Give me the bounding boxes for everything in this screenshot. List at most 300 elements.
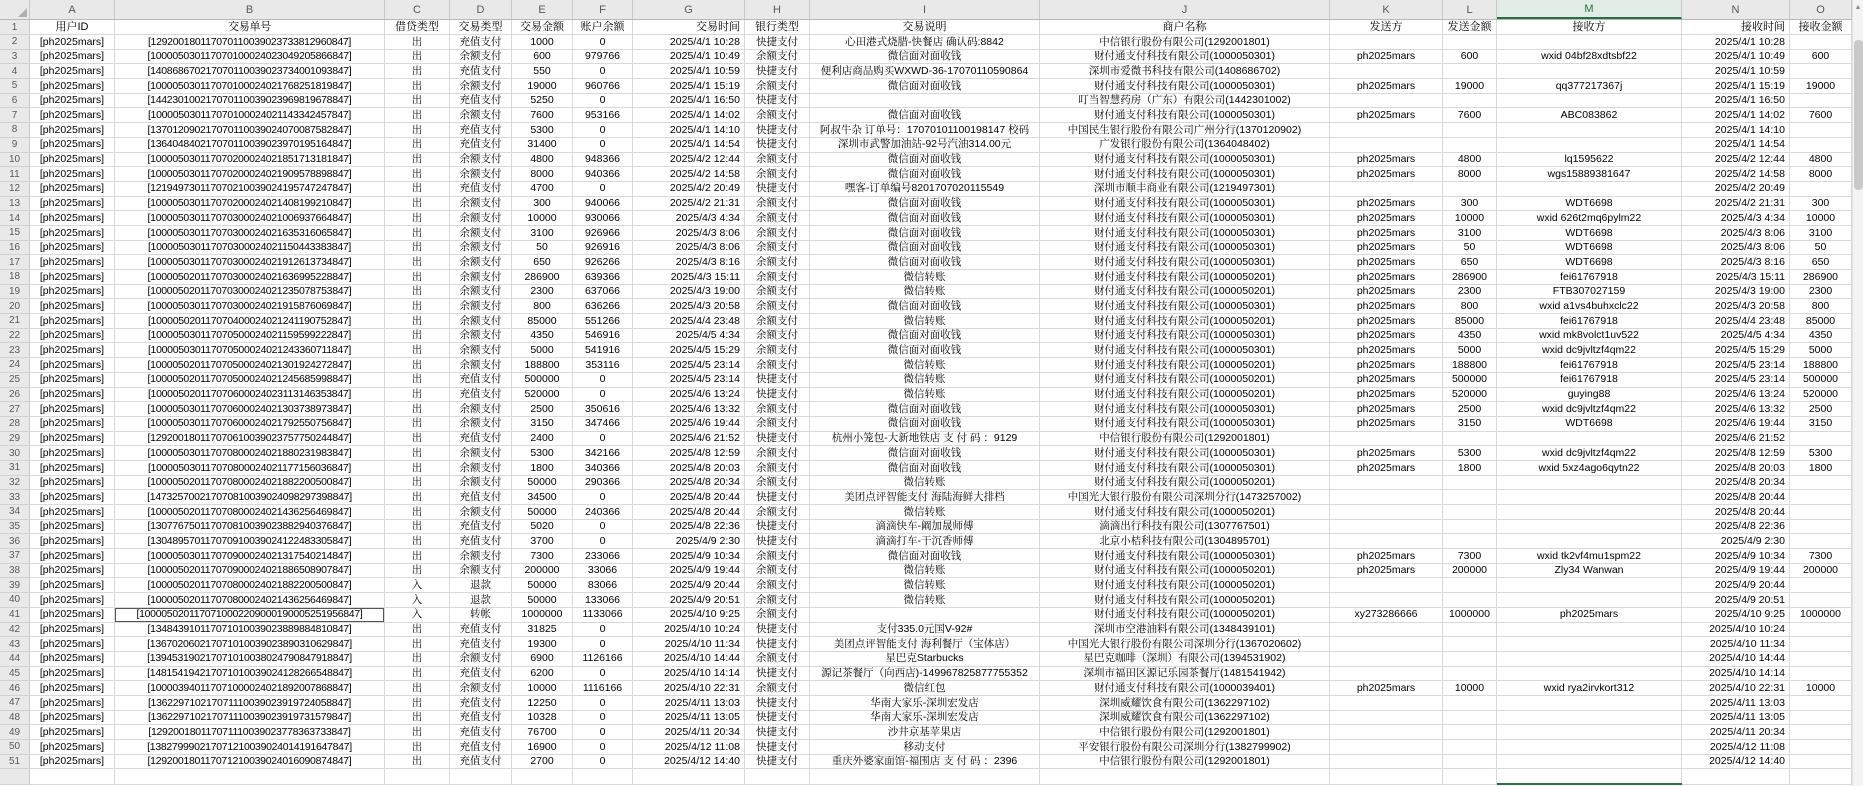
cell-I15[interactable]: 微信面对面收钱 (810, 226, 1040, 241)
cell-A43[interactable]: [ph2025mars] (30, 637, 115, 652)
row-header[interactable]: 40 (0, 593, 30, 608)
cell-I51[interactable]: 重庆外婆家面馆-福围店 支 付 码 ：2396 (810, 755, 1040, 770)
cell-G5[interactable]: 2025/4/1 15:19 (633, 79, 745, 94)
cell-H17[interactable]: 余额支付 (745, 255, 810, 270)
cell-G48[interactable]: 2025/4/11 13:05 (633, 711, 745, 726)
cell-H12[interactable]: 快捷支付 (745, 182, 810, 197)
cell-I12[interactable]: 嘿客-订单编号8201707020115549 (810, 182, 1040, 197)
row-header[interactable]: 4 (0, 64, 30, 79)
cell-D23[interactable]: 余额支付 (450, 343, 512, 358)
cell-B47[interactable]: [136229710217071110039023919724058847] (115, 696, 385, 711)
row-header[interactable]: 24 (0, 358, 30, 373)
row-header[interactable]: 48 (0, 711, 30, 726)
column-title-M[interactable]: 接收方 (1497, 20, 1682, 35)
cell-J49[interactable]: 中信银行股份有限公司(1292001801) (1040, 725, 1330, 740)
cell-L41[interactable]: 1000000 (1443, 608, 1497, 623)
cell-E44[interactable]: 6900 (512, 652, 573, 667)
cell-A18[interactable]: [ph2025mars] (30, 270, 115, 285)
cell-C41[interactable]: 入 (385, 608, 450, 623)
cell-I28[interactable]: 微信面对面收钱 (810, 417, 1040, 432)
cell-N25[interactable]: 2025/4/5 23:14 (1682, 373, 1790, 388)
cell-A17[interactable]: [ph2025mars] (30, 255, 115, 270)
cell-M24[interactable]: fei61767918 (1497, 358, 1682, 373)
cell-K43[interactable] (1330, 637, 1443, 652)
cell-F31[interactable]: 340366 (573, 461, 633, 476)
cell-C39[interactable]: 入 (385, 578, 450, 593)
cell-N34[interactable]: 2025/4/8 20:44 (1682, 505, 1790, 520)
cell-L47[interactable] (1443, 696, 1497, 711)
cell-B35[interactable]: [130776750117070810039023882940376847] (115, 520, 385, 535)
cell-I34[interactable]: 微信转账 (810, 505, 1040, 520)
row-header[interactable]: 27 (0, 402, 30, 417)
column-title-E[interactable]: 交易金额 (512, 20, 573, 35)
cell-O46[interactable]: 10000 (1790, 681, 1852, 696)
cell-I33[interactable]: 美团点评智能支付 海陆海鲜大排档 (810, 490, 1040, 505)
cell-L16[interactable]: 50 (1443, 241, 1497, 256)
cell-F8[interactable]: 0 (573, 123, 633, 138)
cell-A26[interactable]: [ph2025mars] (30, 388, 115, 403)
cell-E18[interactable]: 286900 (512, 270, 573, 285)
cell-H49[interactable]: 快捷支付 (745, 725, 810, 740)
cell-M33[interactable] (1497, 490, 1682, 505)
cell-H51[interactable]: 快捷支付 (745, 755, 810, 770)
column-header-L[interactable]: L (1443, 0, 1497, 19)
cell-O45[interactable] (1790, 667, 1852, 682)
cell-B51[interactable]: [129200180117071210039024016090874847] (115, 755, 385, 770)
cell-O9[interactable] (1790, 138, 1852, 153)
cell-E34[interactable]: 50000 (512, 505, 573, 520)
cell-K47[interactable] (1330, 696, 1443, 711)
cell-I3[interactable]: 微信面对面收钱 (810, 50, 1040, 65)
cell-I24[interactable]: 微信转账 (810, 358, 1040, 373)
row-header[interactable]: 31 (0, 461, 30, 476)
cell-E16[interactable]: 50 (512, 241, 573, 256)
cell-D7[interactable]: 余额支付 (450, 108, 512, 123)
cell-G23[interactable]: 2025/4/5 15:29 (633, 343, 745, 358)
cell-C15[interactable]: 出 (385, 226, 450, 241)
cell-O6[interactable] (1790, 94, 1852, 109)
cell-M21[interactable]: fei61767918 (1497, 314, 1682, 329)
row-header[interactable]: 12 (0, 182, 30, 197)
cell-L45[interactable] (1443, 667, 1497, 682)
cell-A20[interactable]: [ph2025mars] (30, 299, 115, 314)
cell-M13[interactable]: WDT6698 (1497, 197, 1682, 212)
cell-J11[interactable]: 财付通支付科技有限公司(1000050301) (1040, 167, 1330, 182)
cell-F51[interactable]: 0 (573, 755, 633, 770)
cell-B31[interactable]: [100005030117070800024021177156036847] (115, 461, 385, 476)
cell-E25[interactable]: 500000 (512, 373, 573, 388)
cell-D[interactable] (450, 769, 512, 785)
cell-A35[interactable]: [ph2025mars] (30, 520, 115, 535)
cell-G13[interactable]: 2025/4/2 21:31 (633, 197, 745, 212)
cell-N27[interactable]: 2025/4/6 13:32 (1682, 402, 1790, 417)
cell-O31[interactable]: 1800 (1790, 461, 1852, 476)
cell-K35[interactable] (1330, 520, 1443, 535)
cell-M46[interactable]: wxid rya2irvkort312 (1497, 681, 1682, 696)
cell-K51[interactable] (1330, 755, 1443, 770)
cell-B8[interactable]: [137012090217070110039024070087582847] (115, 123, 385, 138)
cell-E49[interactable]: 76700 (512, 725, 573, 740)
cell-M38[interactable]: Zly34 Wanwan (1497, 564, 1682, 579)
cell-K40[interactable] (1330, 593, 1443, 608)
cell-H27[interactable]: 余额支付 (745, 402, 810, 417)
cell-F3[interactable]: 979766 (573, 50, 633, 65)
cell-G50[interactable]: 2025/4/12 11:08 (633, 740, 745, 755)
cell-G36[interactable]: 2025/4/9 2:30 (633, 534, 745, 549)
cell-G47[interactable]: 2025/4/11 13:03 (633, 696, 745, 711)
cell-D32[interactable]: 余额支付 (450, 476, 512, 491)
cell-G41[interactable]: 2025/4/10 9:25 (633, 608, 745, 623)
row-header[interactable]: 44 (0, 652, 30, 667)
cell-C2[interactable]: 出 (385, 35, 450, 50)
cell-C27[interactable]: 出 (385, 402, 450, 417)
cell-L5[interactable]: 19000 (1443, 79, 1497, 94)
cell-D47[interactable]: 充值支付 (450, 696, 512, 711)
cell-L44[interactable] (1443, 652, 1497, 667)
cell-H45[interactable]: 快捷支付 (745, 667, 810, 682)
cell-A39[interactable]: [ph2025mars] (30, 578, 115, 593)
column-header-O[interactable]: O (1790, 0, 1852, 19)
cell-G26[interactable]: 2025/4/6 13:24 (633, 388, 745, 403)
cell-A34[interactable]: [ph2025mars] (30, 505, 115, 520)
cell-E50[interactable]: 16900 (512, 740, 573, 755)
column-header-B[interactable]: B (115, 0, 385, 19)
cell-K3[interactable]: ph2025mars (1330, 50, 1443, 65)
cell-K10[interactable]: ph2025mars (1330, 153, 1443, 168)
cell-O26[interactable]: 520000 (1790, 388, 1852, 403)
cell-H43[interactable]: 快捷支付 (745, 637, 810, 652)
row-header[interactable]: 3 (0, 50, 30, 65)
cell-I37[interactable]: 微信面对面收钱 (810, 549, 1040, 564)
cell-B19[interactable]: [100005020117070300024021235078753847] (115, 285, 385, 300)
cell-B32[interactable]: [100005020117070800024021882200500847] (115, 476, 385, 491)
cell-L42[interactable] (1443, 623, 1497, 638)
cell-D49[interactable]: 充值支付 (450, 725, 512, 740)
cell-A21[interactable]: [ph2025mars] (30, 314, 115, 329)
cell-O47[interactable] (1790, 696, 1852, 711)
cell-L36[interactable] (1443, 534, 1497, 549)
cell-E33[interactable]: 34500 (512, 490, 573, 505)
cell-C33[interactable]: 出 (385, 490, 450, 505)
cell-M7[interactable]: ABC083862 (1497, 108, 1682, 123)
row-header[interactable]: 13 (0, 197, 30, 212)
cell-L37[interactable]: 7300 (1443, 549, 1497, 564)
cell-L[interactable] (1443, 769, 1497, 785)
row-header[interactable]: 28 (0, 417, 30, 432)
row-header[interactable]: 8 (0, 123, 30, 138)
cell-K49[interactable] (1330, 725, 1443, 740)
cell-A5[interactable]: [ph2025mars] (30, 79, 115, 94)
cell-D36[interactable]: 充值支付 (450, 534, 512, 549)
cell-B10[interactable]: [100005030117070200024021851713181847] (115, 153, 385, 168)
column-header-H[interactable]: H (745, 0, 810, 19)
cell-N4[interactable]: 2025/4/1 10:59 (1682, 64, 1790, 79)
cell-E12[interactable]: 4700 (512, 182, 573, 197)
cell-O51[interactable] (1790, 755, 1852, 770)
cell-H50[interactable]: 快捷支付 (745, 740, 810, 755)
cell-F26[interactable]: 0 (573, 388, 633, 403)
cell-F35[interactable]: 0 (573, 520, 633, 535)
cell-A46[interactable]: [ph2025mars] (30, 681, 115, 696)
vertical-scrollbar[interactable] (1852, 0, 1863, 786)
cell-B39[interactable]: [100005020117070800024021882200500847] (115, 578, 385, 593)
cell-N13[interactable]: 2025/4/2 21:31 (1682, 197, 1790, 212)
cell-A13[interactable]: [ph2025mars] (30, 197, 115, 212)
cell-F18[interactable]: 639366 (573, 270, 633, 285)
cell-G3[interactable]: 2025/4/1 10:49 (633, 50, 745, 65)
column-title-H[interactable]: 银行类型 (745, 20, 810, 35)
cell-N31[interactable]: 2025/4/8 20:03 (1682, 461, 1790, 476)
cell-A42[interactable]: [ph2025mars] (30, 623, 115, 638)
cell-J18[interactable]: 财付通支付科技有限公司(1000050201) (1040, 270, 1330, 285)
cell-J8[interactable]: 中国民生银行股份有限公司广州分行(1370120902) (1040, 123, 1330, 138)
cell-E31[interactable]: 1800 (512, 461, 573, 476)
cell-O44[interactable] (1790, 652, 1852, 667)
cell-F36[interactable]: 0 (573, 534, 633, 549)
cell-F23[interactable]: 541916 (573, 343, 633, 358)
cell-E45[interactable]: 6200 (512, 667, 573, 682)
cell-E48[interactable]: 10328 (512, 711, 573, 726)
cell-B11[interactable]: [100005030117070200024021909578898847] (115, 167, 385, 182)
cell-K2[interactable] (1330, 35, 1443, 50)
cell-I5[interactable]: 微信面对面收钱 (810, 79, 1040, 94)
cell-M15[interactable]: WDT6698 (1497, 226, 1682, 241)
cell-D20[interactable]: 余额支付 (450, 299, 512, 314)
cell-N46[interactable]: 2025/4/10 22:31 (1682, 681, 1790, 696)
cell-C17[interactable]: 出 (385, 255, 450, 270)
cell-L10[interactable]: 4800 (1443, 153, 1497, 168)
cell-J29[interactable]: 中信银行股份有限公司(1292001801) (1040, 432, 1330, 447)
row-header[interactable]: 20 (0, 299, 30, 314)
cell-M36[interactable] (1497, 534, 1682, 549)
cell-N29[interactable]: 2025/4/6 21:52 (1682, 432, 1790, 447)
cell-F4[interactable]: 0 (573, 64, 633, 79)
cell-G9[interactable]: 2025/4/1 14:54 (633, 138, 745, 153)
cell-I11[interactable]: 微信面对面收钱 (810, 167, 1040, 182)
row-header[interactable]: 43 (0, 637, 30, 652)
cell-M43[interactable] (1497, 637, 1682, 652)
cell-I39[interactable]: 微信转账 (810, 578, 1040, 593)
cell-J46[interactable]: 财付通支付科技有限公司(1000039401) (1040, 681, 1330, 696)
cell-N28[interactable]: 2025/4/6 19:44 (1682, 417, 1790, 432)
cell-O39[interactable] (1790, 578, 1852, 593)
cell-F7[interactable]: 953166 (573, 108, 633, 123)
cell-D29[interactable]: 充值支付 (450, 432, 512, 447)
cell-M42[interactable] (1497, 623, 1682, 638)
cell-E24[interactable]: 188800 (512, 358, 573, 373)
column-title-N[interactable]: 接收时间 (1682, 20, 1790, 35)
cell-J6[interactable]: 叮当智慧药房（广东）有限公司(1442301002) (1040, 94, 1330, 109)
cell-K38[interactable]: ph2025mars (1330, 564, 1443, 579)
column-title-A[interactable]: 用户ID (30, 20, 115, 35)
cell-E27[interactable]: 2500 (512, 402, 573, 417)
cell-M[interactable] (1497, 769, 1682, 785)
cell-L7[interactable]: 7600 (1443, 108, 1497, 123)
cell-A51[interactable]: [ph2025mars] (30, 755, 115, 770)
column-header-K[interactable]: K (1330, 0, 1443, 19)
cell-B48[interactable]: [136229710217071110039023919731579847] (115, 711, 385, 726)
cell-B3[interactable]: [100005030117070100024023049205866847] (115, 50, 385, 65)
cell-B40[interactable]: [100005020117070800024021436256469847] (115, 593, 385, 608)
cell-J7[interactable]: 财付通支付科技有限公司(1000050301) (1040, 108, 1330, 123)
cell-C36[interactable]: 出 (385, 534, 450, 549)
cell-G46[interactable]: 2025/4/10 22:31 (633, 681, 745, 696)
cell-B18[interactable]: [100005020117070300024021636995228847] (115, 270, 385, 285)
cell-A36[interactable]: [ph2025mars] (30, 534, 115, 549)
cell-J2[interactable]: 中信银行股份有限公司(1292001801) (1040, 35, 1330, 50)
cell-K42[interactable] (1330, 623, 1443, 638)
cell-N33[interactable]: 2025/4/8 20:44 (1682, 490, 1790, 505)
cell-J9[interactable]: 广发银行股份有限公司(1364048402) (1040, 138, 1330, 153)
cell-A29[interactable]: [ph2025mars] (30, 432, 115, 447)
cell-G29[interactable]: 2025/4/6 21:52 (633, 432, 745, 447)
cell-J51[interactable]: 中信银行股份有限公司(1292001801) (1040, 755, 1330, 770)
cell-N12[interactable]: 2025/4/2 20:49 (1682, 182, 1790, 197)
cell-B24[interactable]: [100005020117070500024021301924272847] (115, 358, 385, 373)
cell-E29[interactable]: 2400 (512, 432, 573, 447)
column-title-D[interactable]: 交易类型 (450, 20, 512, 35)
cell-E43[interactable]: 19300 (512, 637, 573, 652)
cell-K48[interactable] (1330, 711, 1443, 726)
cell-G10[interactable]: 2025/4/2 12:44 (633, 153, 745, 168)
cell-J43[interactable]: 中国光大银行股份有限公司深圳分行(1367020602) (1040, 637, 1330, 652)
cell-N17[interactable]: 2025/4/3 8:16 (1682, 255, 1790, 270)
cell-A19[interactable]: [ph2025mars] (30, 285, 115, 300)
cell-D41[interactable]: 转帐 (450, 608, 512, 623)
cell-M26[interactable]: guying88 (1497, 388, 1682, 403)
cell-N47[interactable]: 2025/4/11 13:03 (1682, 696, 1790, 711)
cell-J41[interactable]: 财付通支付科技有限公司(1000050201) (1040, 608, 1330, 623)
cell-K50[interactable] (1330, 740, 1443, 755)
cell-G7[interactable]: 2025/4/1 14:02 (633, 108, 745, 123)
cell-A3[interactable]: [ph2025mars] (30, 50, 115, 65)
cell-G2[interactable]: 2025/4/1 10:28 (633, 35, 745, 50)
cell-H18[interactable]: 余额支付 (745, 270, 810, 285)
cell-H30[interactable]: 余额支付 (745, 446, 810, 461)
cell-K25[interactable]: ph2025mars (1330, 373, 1443, 388)
cell-N5[interactable]: 2025/4/1 15:19 (1682, 79, 1790, 94)
cell-D19[interactable]: 余额支付 (450, 285, 512, 300)
cell-E30[interactable]: 5300 (512, 446, 573, 461)
cell-M45[interactable] (1497, 667, 1682, 682)
column-header-E[interactable]: E (512, 0, 573, 19)
cell-I38[interactable]: 微信转账 (810, 564, 1040, 579)
cell-B41[interactable]: [1000050201170710002209000190005251956847] (115, 608, 385, 623)
cell-B[interactable] (115, 769, 385, 785)
cell-J4[interactable]: 深圳市爱微书科技有限公司(1408686702) (1040, 64, 1330, 79)
cell-O10[interactable]: 4800 (1790, 153, 1852, 168)
cell-O[interactable] (1790, 769, 1852, 785)
cell-A30[interactable]: [ph2025mars] (30, 446, 115, 461)
cell-A37[interactable]: [ph2025mars] (30, 549, 115, 564)
cell-G17[interactable]: 2025/4/3 8:16 (633, 255, 745, 270)
cell-I22[interactable]: 微信面对面收钱 (810, 329, 1040, 344)
cell-K24[interactable]: ph2025mars (1330, 358, 1443, 373)
cell-N44[interactable]: 2025/4/10 14:44 (1682, 652, 1790, 667)
cell-N18[interactable]: 2025/4/3 15:11 (1682, 270, 1790, 285)
cell-A41[interactable]: [ph2025mars] (30, 608, 115, 623)
cell-J47[interactable]: 深圳威耀饮食有限公司(1362297102) (1040, 696, 1330, 711)
cell-I13[interactable]: 微信面对面收钱 (810, 197, 1040, 212)
cell-B7[interactable]: [100005030117070100024021143342457847] (115, 108, 385, 123)
cell-J24[interactable]: 财付通支付科技有限公司(1000050201) (1040, 358, 1330, 373)
cell-D17[interactable]: 余额支付 (450, 255, 512, 270)
cell-C31[interactable]: 出 (385, 461, 450, 476)
row-header[interactable]: 25 (0, 373, 30, 388)
cell-C34[interactable]: 出 (385, 505, 450, 520)
cell-I26[interactable]: 微信转账 (810, 388, 1040, 403)
cell-F13[interactable]: 940066 (573, 197, 633, 212)
cell-C14[interactable]: 出 (385, 211, 450, 226)
row-header[interactable]: 23 (0, 343, 30, 358)
cell-H13[interactable]: 余额支付 (745, 197, 810, 212)
cell-E[interactable] (512, 769, 573, 785)
cell-G16[interactable]: 2025/4/3 8:06 (633, 241, 745, 256)
cell-G18[interactable]: 2025/4/3 15:11 (633, 270, 745, 285)
cell-M23[interactable]: wxid dc9jvltzf4qm22 (1497, 343, 1682, 358)
row-header[interactable]: 10 (0, 153, 30, 168)
cell-K46[interactable]: ph2025mars (1330, 681, 1443, 696)
cell-N35[interactable]: 2025/4/8 22:36 (1682, 520, 1790, 535)
cell-O34[interactable] (1790, 505, 1852, 520)
cell-J17[interactable]: 财付通支付科技有限公司(1000050301) (1040, 255, 1330, 270)
cell-E28[interactable]: 3150 (512, 417, 573, 432)
cell-B49[interactable]: [129200180117071110039023778363733847] (115, 725, 385, 740)
cell-B13[interactable]: [100005030117070200024021408199210847] (115, 197, 385, 212)
cell-L29[interactable] (1443, 432, 1497, 447)
cell-M41[interactable]: ph2025mars (1497, 608, 1682, 623)
cell-M39[interactable] (1497, 578, 1682, 593)
cell-C24[interactable]: 出 (385, 358, 450, 373)
cell-H9[interactable]: 快捷支付 (745, 138, 810, 153)
cell-D26[interactable]: 充值支付 (450, 388, 512, 403)
row-header[interactable]: 16 (0, 241, 30, 256)
cell-G25[interactable]: 2025/4/5 23:14 (633, 373, 745, 388)
cell-N7[interactable]: 2025/4/1 14:02 (1682, 108, 1790, 123)
cell-N41[interactable]: 2025/4/10 9:25 (1682, 608, 1790, 623)
cell-F11[interactable]: 940366 (573, 167, 633, 182)
cell-C50[interactable]: 出 (385, 740, 450, 755)
cell-E22[interactable]: 4350 (512, 329, 573, 344)
cell-F12[interactable]: 0 (573, 182, 633, 197)
cell-F42[interactable]: 0 (573, 623, 633, 638)
cell-L30[interactable]: 5300 (1443, 446, 1497, 461)
cell-I36[interactable]: 滴滴打车-干沉香师傅 (810, 534, 1040, 549)
cell-N36[interactable]: 2025/4/9 2:30 (1682, 534, 1790, 549)
cell-L32[interactable] (1443, 476, 1497, 491)
cell-G34[interactable]: 2025/4/8 20:44 (633, 505, 745, 520)
cell-B4[interactable]: [140868670217070110039023734001093847] (115, 64, 385, 79)
cell-H23[interactable]: 余额支付 (745, 343, 810, 358)
cell-D4[interactable]: 充值支付 (450, 64, 512, 79)
cell-C23[interactable]: 出 (385, 343, 450, 358)
cell-N9[interactable]: 2025/4/1 14:54 (1682, 138, 1790, 153)
cell-B42[interactable]: [134843910117071010039023889884810847] (115, 623, 385, 638)
cell-C3[interactable]: 出 (385, 50, 450, 65)
row-header[interactable]: 29 (0, 432, 30, 447)
cell-E8[interactable]: 5300 (512, 123, 573, 138)
column-title-K[interactable]: 发送方 (1330, 20, 1443, 35)
cell-G33[interactable]: 2025/4/8 20:44 (633, 490, 745, 505)
cell-J44[interactable]: 星巴克咖啡（深圳）有限公司(1394531902) (1040, 652, 1330, 667)
cell-F46[interactable]: 1116166 (573, 681, 633, 696)
cell-K31[interactable]: ph2025mars (1330, 461, 1443, 476)
cell-C10[interactable]: 出 (385, 153, 450, 168)
cell-J30[interactable]: 财付通支付科技有限公司(1000050301) (1040, 446, 1330, 461)
cell-M37[interactable]: wxid tk2vf4mu1spm22 (1497, 549, 1682, 564)
column-title-G[interactable]: 交易时间 (633, 20, 745, 35)
cell-I50[interactable]: 移动支付 (810, 740, 1040, 755)
